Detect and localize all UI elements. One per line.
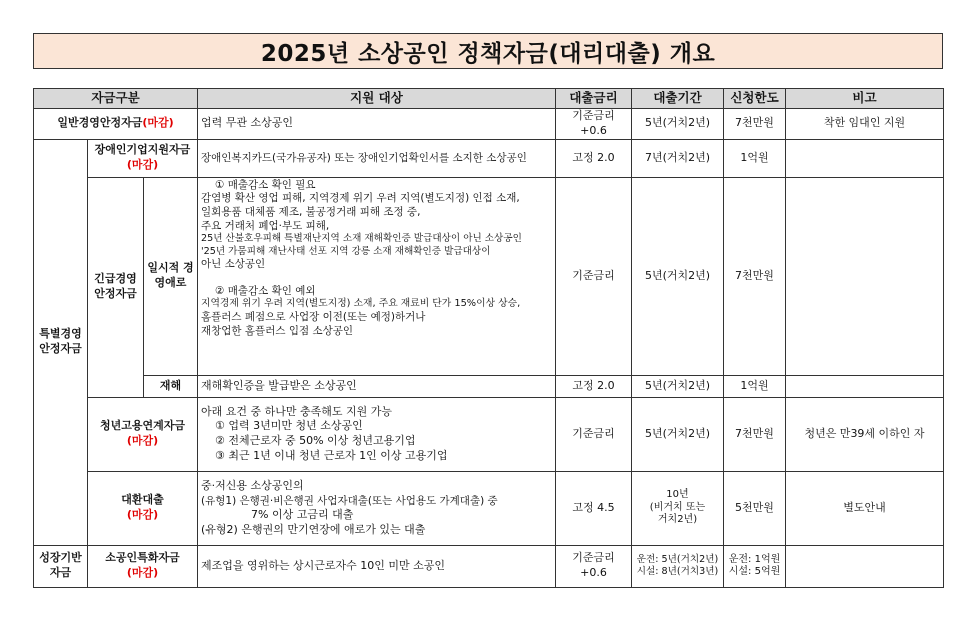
limit-disabled: 1억원 [724, 139, 786, 177]
table-row-refinance [34, 471, 944, 545]
table-row-youth [34, 397, 944, 471]
note-youth: 청년은 만39세 이하인 자 [786, 397, 944, 471]
header-row [34, 89, 944, 109]
status-closed: (마감) [126, 508, 159, 522]
header-limit: 신청한도 [724, 89, 786, 109]
status-closed: (마감) [126, 158, 159, 172]
period-refinance: 10년 (비거치 또는 거치2년) [632, 471, 724, 545]
header-fund-type: 자금구분 [34, 89, 198, 109]
header-period: 대출기간 [632, 89, 724, 109]
header-target: 지원 대상 [198, 89, 556, 109]
note-general: 착한 임대인 지원 [786, 109, 944, 140]
status-closed: (마감) [142, 116, 174, 130]
table-row-temporary [34, 177, 944, 375]
group-special: 특별경영 안정자금 [34, 139, 88, 545]
period-temporary: 5년(거치2년) [632, 177, 724, 375]
limit-youth: 7천만원 [724, 397, 786, 471]
page-title [33, 33, 943, 69]
fund-name-disaster: 재해 [144, 375, 198, 397]
rate-disabled: 고정 2.0 [556, 139, 632, 177]
header-rate: 대출금리 [556, 89, 632, 109]
table-row-disabled [34, 139, 944, 177]
group-growth: 성장기반 자금 [34, 545, 88, 587]
rate-temporary: 기준금리 [556, 177, 632, 375]
table-row-disaster [34, 375, 944, 397]
rate-disaster: 고정 2.0 [556, 375, 632, 397]
limit-general: 7천만원 [724, 109, 786, 140]
policy-fund-table [33, 88, 944, 588]
status-closed: (마감) [126, 434, 159, 448]
rate-growth: 기준금리+0.6 [556, 545, 632, 587]
note-disabled [786, 139, 944, 177]
fund-name-temporary: 일시적 경영애로 [144, 177, 198, 375]
table-row-general [34, 109, 944, 140]
target-refinance: 중·저신용 소상공인의 (유형1) 은행권·비은행권 사업자대출(또는 사업용도 가계대출) 중 7% 이상 고금리 대출 (유형2) 은행권의 만기연장에 애로가 있는 대출 [198, 471, 556, 545]
rate-youth: 기준금리 [556, 397, 632, 471]
target-disabled: 장애인복지카드(국가유공자) 또는 장애인기업확인서를 소지한 소상공인 [198, 139, 556, 177]
period-youth: 5년(거치2년) [632, 397, 724, 471]
limit-refinance: 5천만원 [724, 471, 786, 545]
target-temporary: ① 매출감소 확인 필요 감염병 확산 영업 피해, 지역경제 위기 우려 지역(별도지정) 인접 소재, 일회용품 대체품 제조, 불공정거래 피해 조정 중, 주요 거래처 폐업·부도 피해, 25년 산불호우피해 특별재난지역 소재 재해확인증 발급대상이 아닌 소상공인 '25년 가뭄피해 재난사태 선포 지역 강릉 소재 재해확인증 발급대상이 아닌 소상공인 ② 매출감소 확인 예외 지역경제 위기 우려 지역(별도지정) 소재, 주요 재료비 단가 15%이상 상승, 홈플러스 폐점으로 사업장 이전(또는 예정)하거나 재창업한 홈플러스 입점 소상공인 [198, 177, 556, 375]
limit-growth: 운전: 1억원 시설: 5억원 [724, 545, 786, 587]
period-general: 5년(거치2년) [632, 109, 724, 140]
fund-name-general: 일반경영안정자금(마감) [34, 109, 198, 140]
period-disaster: 5년(거치2년) [632, 375, 724, 397]
period-growth: 운전: 5년(거치2년) 시설: 8년(거치3년) [632, 545, 724, 587]
note-disaster [786, 375, 944, 397]
table-row-growth [34, 545, 944, 587]
page-title-text: 2025년 소상공인 정책자금(대리대출) 개요 [260, 40, 716, 67]
target-disaster: 재해확인증을 발급받은 소상공인 [198, 375, 556, 397]
target-growth: 제조업을 영위하는 상시근로자수 10인 미만 소공인 [198, 545, 556, 587]
limit-temporary: 7천만원 [724, 177, 786, 375]
fund-name-youth: 청년고용연계자금 (마감) [88, 397, 198, 471]
target-general: 업력 무관 소상공인 [198, 109, 556, 140]
fund-name-refinance: 대환대출 (마감) [88, 471, 198, 545]
period-disabled: 7년(거치2년) [632, 139, 724, 177]
group-emergency: 긴급경영 안정자금 [88, 177, 144, 397]
note-growth [786, 545, 944, 587]
header-note: 비고 [786, 89, 944, 109]
limit-disaster: 1억원 [724, 375, 786, 397]
fund-name-disabled: 장애인기업지원자금 (마감) [88, 139, 198, 177]
status-closed: (마감) [126, 566, 159, 580]
rate-refinance: 고정 4.5 [556, 471, 632, 545]
target-youth: 아래 요건 중 하나만 충족해도 지원 가능 ① 업력 3년미만 청년 소상공인 ② 전체근로자 중 50% 이상 청년고용기업 ③ 최근 1년 이내 청년 근로자 1인 이상 고용기업 [198, 397, 556, 471]
note-refinance: 별도안내 [786, 471, 944, 545]
fund-name-growth: 소공인특화자금 (마감) [88, 545, 198, 587]
note-temporary [786, 177, 944, 375]
rate-general: 기준금리+0.6 [556, 109, 632, 140]
